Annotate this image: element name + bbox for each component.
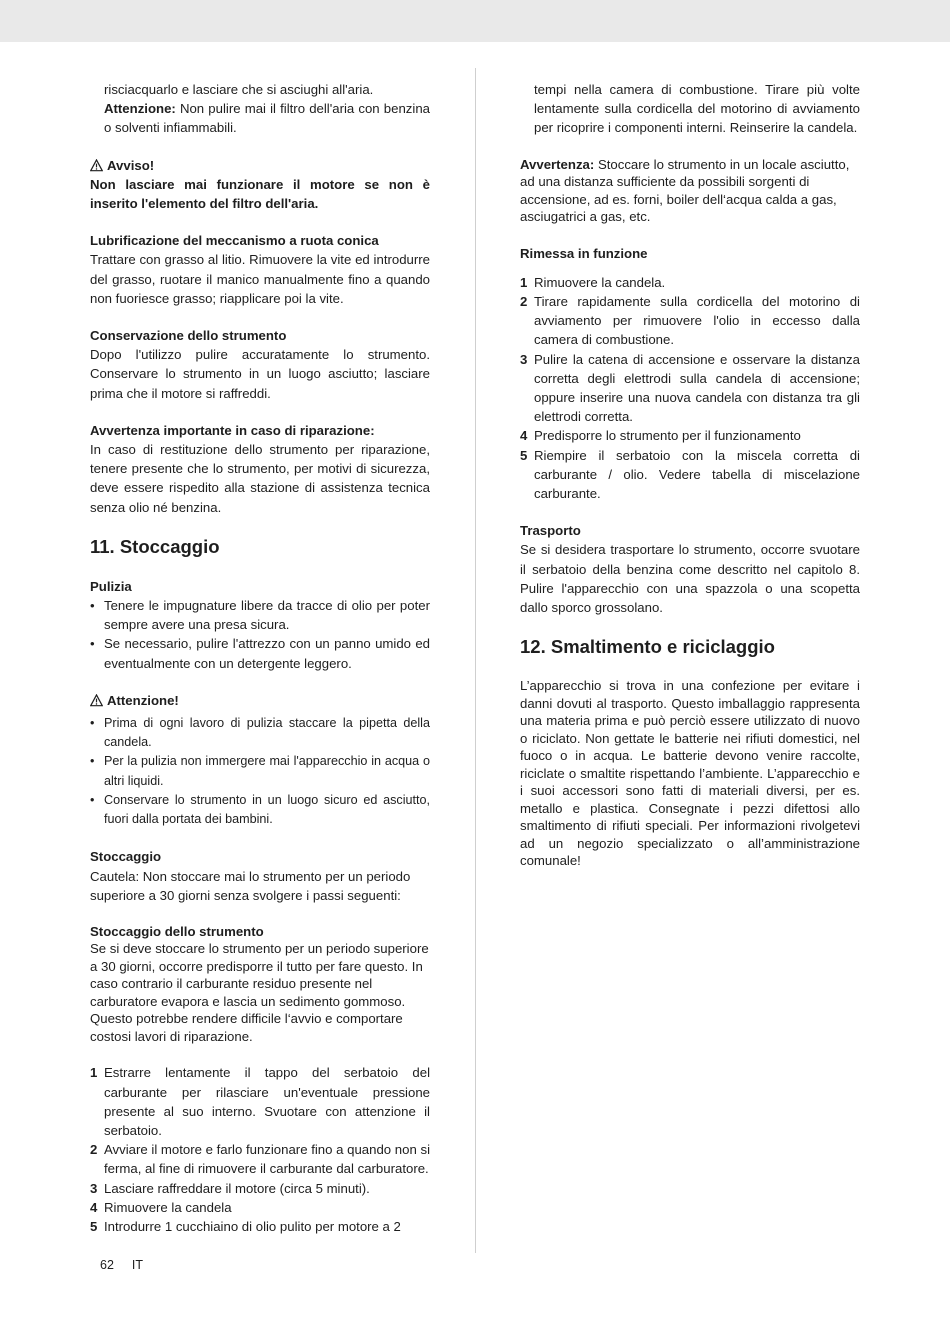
repair-title: Avvertenza importante in caso di riparazione: — [90, 422, 375, 438]
page-header-bar — [0, 0, 950, 42]
warning-triangle-icon — [90, 159, 103, 172]
list-item: 1 Estrarre lentamente il tappo del serbatoio del carburante per rilasciare un'eventuale pressione presente al suo interno. Svuotare con attenzione il serbatoio. — [90, 1065, 430, 1139]
lubrication-title: Lubrificazione del meccanismo a ruota conica — [90, 233, 379, 249]
left-column — [90, 80, 430, 1236]
storage-text: Cautela: Non stoccare mai lo strumento per un periodo superiore a 30 giorni senza svolgere i passi seguenti: — [90, 868, 411, 903]
avviso-title: Avviso! — [107, 157, 155, 173]
tool-storage-steps — [90, 1063, 430, 1236]
list-item: 2 Tirare rapidamente sulla cordicella del motorino di avviamento per rimuovere l'olio in eccesso dalla camera di combustione. — [520, 294, 860, 348]
avviso-text: Non lasciare mai funzionare il motore se non è inserito l'elemento del filtro dell'aria. — [90, 176, 430, 212]
recommission-steps — [520, 273, 860, 503]
list-item: 5 Riempire il serbatoio con la miscela corretta di carburante / olio. Vedere tabella di miscelazione carburante. — [520, 447, 860, 502]
disposal-text: L’apparecchio si trova in una confezione per evitare i danni dovuti al trasporto. Questo imballaggio rappresenta una materia prima e può perciò essere utilizzato di nuovo o riciclato. Non gettate le batterie nei rifiuti domestici, nel fuoco o in acqua. Le batterie devono venire raccolte, riciclate o smaltite rispettando l’ambiente. L’apparecchio e i suoi accessori sono fatti di materiali diversi, per es. metallo e plastica. Consegnate i pezzi difettosi allo smaltimento di rifiuti speciali. Per informazioni rivolgetevi ad un negozio specializzato o all’amministrazione comunale! — [520, 678, 860, 869]
warning-triangle-icon — [90, 694, 103, 707]
recommission-title: Rimessa in funzione — [520, 245, 648, 261]
list-item: 1 Rimuovere la candela. — [520, 274, 666, 290]
storage-warning — [520, 156, 860, 226]
intro-attention — [90, 99, 430, 137]
cleaning-title: Pulizia — [90, 578, 132, 594]
storage-title: Stoccaggio — [90, 849, 162, 865]
attention-heading — [90, 691, 430, 710]
section-11-title: 11. Stoccaggio — [90, 535, 220, 557]
conservation-text: Dopo l'utilizzo pulire accuratamente lo strumento. Conservare lo strumento in un luogo asciutto; lasciare prima che il motore si raffreddi. — [90, 347, 430, 401]
avviso-heading — [90, 156, 430, 175]
storage-warning-text: Stoccare lo strumento in un locale asciutto, ad una distanza sufficiente da possibili sorgenti di accensione, ad es. forni, boiler dell‘acqua calda a gas, asciugatrici a gas, etc. — [520, 156, 850, 225]
page-footer — [100, 1258, 143, 1272]
tool-storage-text: Se si deve stoccare lo strumento per un periodo superiore a 30 giorni, occorre predisporre il tutto per fare questo. In caso contrario il carburante residuo presente nel carburatore evapora e lascia un sedimento gommoso. Questo potrebbe rendere difficile l‘avvio e comportare costosi lavori di riparazione. — [90, 941, 429, 1044]
continued-step-text: tempi nella camera di combustione. Tirare più volte lentamente sulla cordicella del motorino di avviamento per ricoprire i componenti interni. Reinserire la candela. — [534, 82, 860, 136]
conservation-title: Conservazione dello strumento — [90, 328, 287, 344]
list-item: • Prima di ogni lavoro di pulizia staccare la pipetta della candela. — [90, 714, 430, 752]
list-item: 5 Introdurre 1 cucchiaino di olio pulito per motore a 2 — [90, 1219, 401, 1235]
section-12-title: 12. Smaltimento e riciclaggio — [520, 636, 775, 658]
list-item: • Per la pulizia non immergere mai l'apparecchio in acqua o altri liquidi. — [90, 752, 430, 790]
intro-attention-label: Attenzione: — [104, 101, 176, 117]
list-item: • Tenere le impugnature libere da tracce di olio per poter sempre avere una presa sicura. — [90, 596, 430, 634]
list-item: 3 Pulire la catena di accensione e osservare la distanza corretta degli elettrodi sulla candela di accensione; oppure inserire una nuova candela con distanza tra gli elettrodi corretta. — [520, 351, 860, 425]
intro-paragraph: risciacquarlo e lasciare che si asciughi all'aria. — [104, 82, 374, 97]
transport-text: Se si desidera trasportare lo strumento, occorre svuotare il serbatoio della benzina come descritto nel capitolo 8. Pulire l'apparecchio con una spazzola o una scopetta dallo sporco grossolano. — [520, 542, 860, 616]
list-item: 2 Avviare il motore e farlo funzionare fino a quando non si ferma, al fine di rimuovere il carburante dal carburatore. — [90, 1142, 430, 1177]
cleaning-list — [90, 596, 430, 673]
storage-warning-label: Avvertenza: — [520, 156, 595, 172]
list-item: 4 Predisporre lo strumento per il funzionamento — [520, 428, 801, 444]
transport-title: Trasporto — [520, 523, 581, 539]
list-item: • Conservare lo strumento in un luogo sicuro ed asciutto, fuori dalla portata dei bambini. — [90, 791, 430, 829]
right-column — [520, 80, 860, 870]
list-item: 3 Lasciare raffreddare il motore (circa 5 minuti). — [90, 1180, 370, 1196]
tool-storage-title: Stoccaggio dello strumento — [90, 923, 264, 939]
lubrication-text: Trattare con grasso al litio. Rimuovere la vite ed introdurre del grasso, ruotare il manico manualmente fino a quando non fuoriesce grasso; riapplicare poi la vite. — [90, 252, 430, 306]
intro-attention-text: Non pulire mai il filtro dell'aria con benzina o solventi infiammabili. — [104, 101, 430, 136]
list-item: • Se necessario, pulire l'attrezzo con un panno umido ed eventualmente con un detergente leggero. — [90, 634, 430, 672]
page-number: 62 — [100, 1258, 114, 1272]
list-item: 4 Rimuovere la candela — [90, 1199, 232, 1215]
repair-text: In caso di restituzione dello strumento per riparazione, tenere presente che lo strumento, per motivi di sicurezza, deve essere rispedito alla stazione di assistenza tecnica senza olio né benzina. — [90, 442, 430, 515]
language-code: IT — [131, 1258, 144, 1272]
attention-list — [90, 714, 430, 829]
column-divider — [475, 68, 476, 1253]
attention-title: Attenzione! — [107, 692, 179, 708]
